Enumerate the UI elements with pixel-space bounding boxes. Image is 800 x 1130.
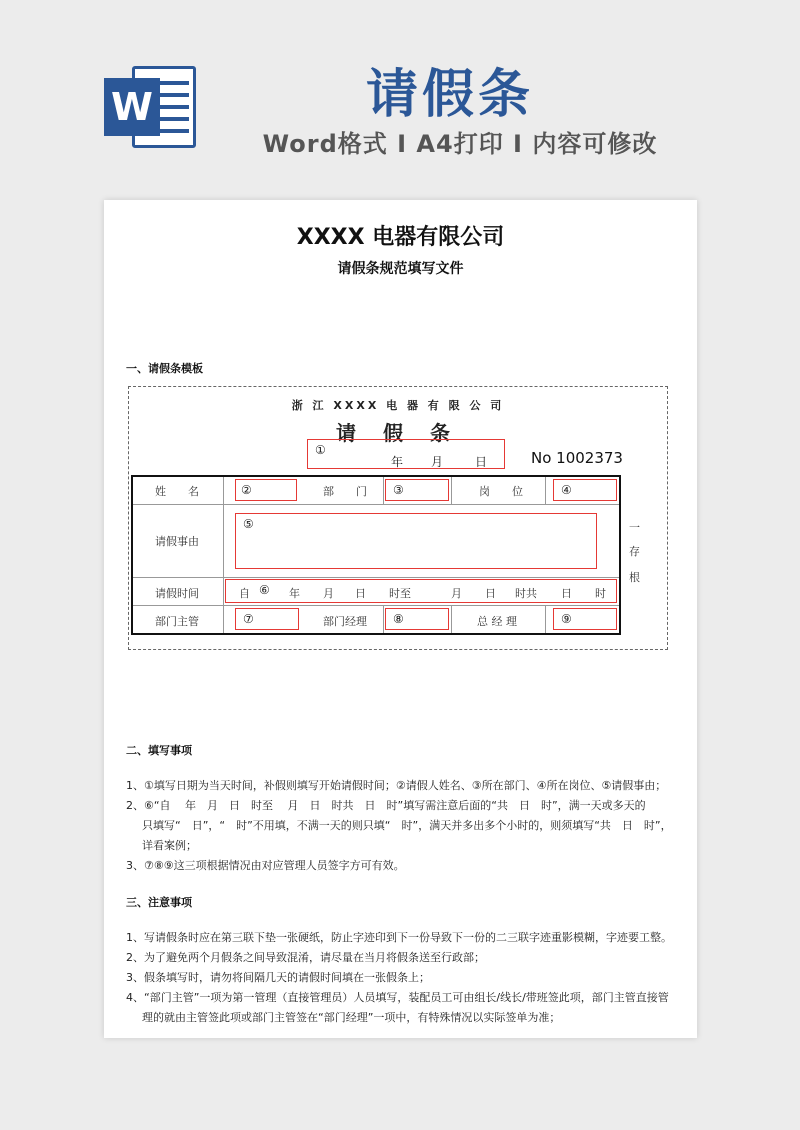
time-hour-to: 时至 [389, 587, 411, 600]
leave-form-template [128, 386, 668, 650]
time-month: 月 [323, 587, 334, 600]
time-from: 自 [239, 587, 250, 600]
section-heading-attention: 三、注意事项 [126, 896, 192, 909]
stub-char-3: 根 [629, 571, 640, 584]
time-day: 日 [355, 587, 366, 600]
attention-note: 3、假条填写时，请勿将间隔几天的请假时间填在一张假条上； [126, 971, 430, 984]
marker-3: ③ [393, 483, 404, 497]
date-month: 月 [431, 455, 444, 469]
marker-4: ④ [561, 483, 572, 497]
attention-note: 1、写请假条时应在第三联下垫一张硬纸，防止字迹印到下一份导致下一份的二三联字迹重影模糊，字迹要工整。 [126, 931, 672, 944]
date-year: 年 [391, 455, 404, 469]
banner-subtitle: Word格式 I A4打印 I 内容可修改 [262, 130, 658, 158]
marker-1: ① [315, 443, 326, 457]
marker-8: ⑧ [393, 612, 404, 626]
name-label: 姓 名 [155, 485, 199, 498]
fill-note: 3、⑦⑧⑨这三项根据情况由对应管理人员签字方可有效。 [126, 859, 405, 872]
banner-title: 请假条 [365, 65, 534, 125]
dept-label: 部 门 [323, 485, 367, 498]
time-hours: 时 [595, 587, 606, 600]
fill-note: 详看案例； [142, 839, 197, 852]
document-subtitle: 请假条规范填写文件 [337, 261, 464, 277]
time-days: 日 [561, 587, 572, 600]
attention-note: 4、“部门主管”一项为第一管理（直接管理员）人员填写，装配员工可由组长/线长/带班签此项，部门主管直接管 [126, 991, 669, 1004]
marker-5: ⑤ [243, 517, 254, 531]
fill-note: 只填写“ 日”，“ 时”不用填，不满一天的则只填“ 时”，满天并多出多个小时的，则须填写“共 日 时”， [142, 819, 672, 832]
word-logo-icon [104, 60, 204, 156]
section-heading-template: 一、请假条模板 [126, 362, 203, 375]
fill-note: 2、⑥“自 年 月 日 时至 月 日 时共 日 时”填写需注意后面的“共 日 时”，满一天或多天的 [126, 799, 646, 812]
attention-note: 2、为了避免两个月假条之间导致混淆，请尽量在当月将假条送至行政部； [126, 951, 485, 964]
post-label: 岗 位 [479, 485, 523, 498]
marker-7: ⑦ [243, 612, 254, 626]
marker-9: ⑨ [561, 612, 572, 626]
form-number: No 1002373 [531, 449, 623, 467]
form-title: 请 假 条 [336, 421, 460, 445]
supervisor-label: 部门主管 [155, 615, 199, 628]
attention-notes [126, 928, 686, 1028]
time-hour-total: 时共 [515, 587, 537, 600]
document-page [104, 200, 697, 1038]
time-label: 请假时间 [155, 587, 199, 600]
form-company: 浙 江 XXXX 电 器 有 限 公 司 [291, 399, 505, 412]
word-w-badge: W [104, 78, 160, 136]
company-title: XXXX 电器有限公司 [296, 225, 505, 250]
fill-notes [126, 776, 686, 876]
time-month-2: 月 [451, 587, 462, 600]
date-day: 日 [475, 455, 488, 469]
section-heading-fill: 二、填写事项 [126, 744, 192, 757]
marker-2: ② [241, 483, 252, 497]
time-year: 年 [289, 587, 300, 600]
time-field[interactable] [225, 579, 617, 603]
reason-field[interactable] [235, 513, 597, 569]
time-day-2: 日 [485, 587, 496, 600]
reason-label: 请假事由 [155, 535, 199, 548]
manager-label: 部门经理 [323, 615, 367, 628]
form-table [131, 475, 621, 635]
stub-char-2: 存 [629, 545, 640, 558]
gm-label: 总 经 理 [477, 615, 517, 628]
fill-note: 1、①填写日期为当天时间，补假则填写开始请假时间；②请假人姓名、③所在部门、④所在岗位、⑤请假事由； [126, 779, 667, 792]
attention-note: 理的就由主管签此项或部门主管签在“部门经理”一项中，有特殊情况以实际签单为准； [142, 1011, 561, 1024]
stub-char-1: 一 [629, 521, 640, 534]
marker-6: ⑥ [259, 583, 270, 597]
